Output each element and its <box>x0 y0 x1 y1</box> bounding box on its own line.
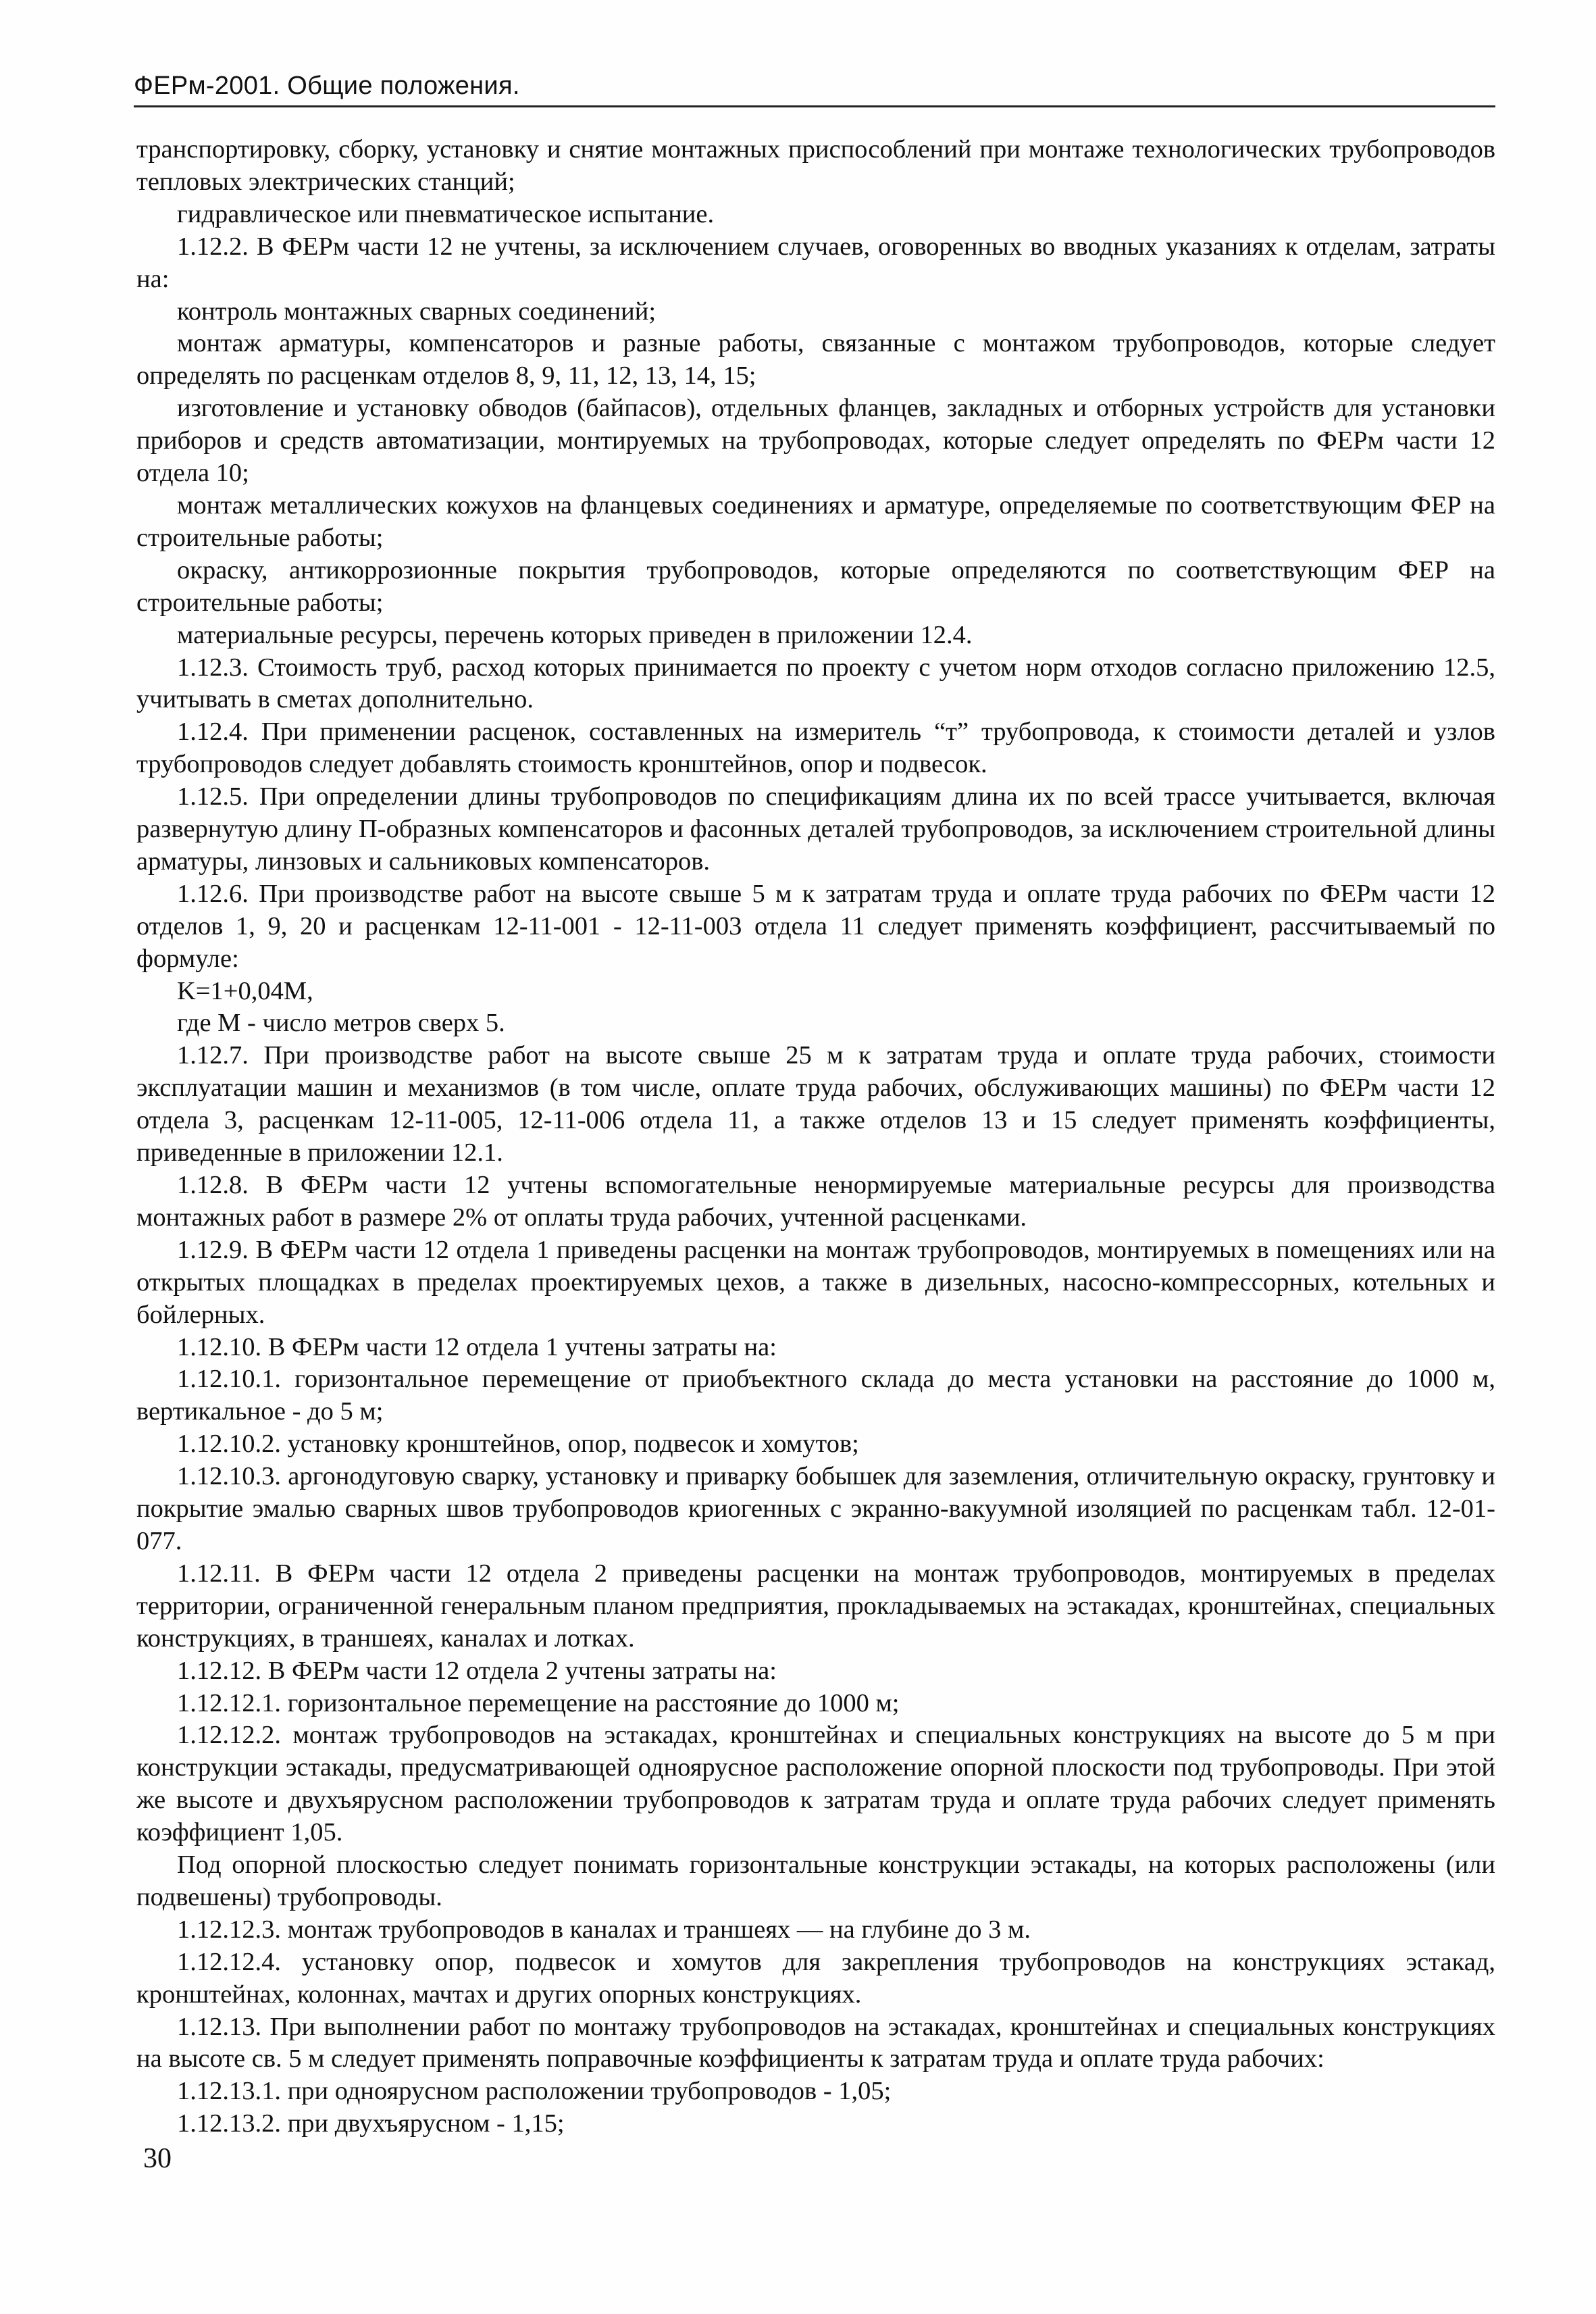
paragraph: гидравлическое или пневматическое испытание. <box>177 199 715 228</box>
body-text <box>136 134 1495 2140</box>
paragraph: 1.12.7. При производстве работ на высоте свыше 25 м к затратам труда и оплате труда рабочих, стоимости эксплуатации машин и механизмов (в том числе, оплате труда рабочих, обслуживающих машины) по ФЕРм части 12 отдела 3, расценкам 12-11-005, 12-11-006 отдела 11, а также отделов 13 и 15 следует применять коэффициенты, приведенные в приложении 12.1. <box>136 1041 1495 1167</box>
paragraph: окраску, антикоррозионные покрытия трубопроводов, которые определяются по соответствующим ФЕР на строительные работы; <box>136 555 1495 617</box>
paragraph: 1.12.5. При определении длины трубопроводов по спецификациям длина их по всей трассе учитывается, включая развернутую длину П-образных компенсаторов и фасонных деталей трубопроводов, за исключением строительной длины арматуры, линзовых и сальниковых компенсаторов. <box>136 782 1495 876</box>
paragraph: 1.12.12.4. установку опор, подвесок и хомутов для закрепления трубопроводов на конструкциях эстакад, кронштейнах, колоннах, мачтах и других опорных конструкциях. <box>136 1947 1495 2009</box>
running-header: ФЕРм-2001. Общие положения. <box>134 72 520 100</box>
paragraph: контроль монтажных сварных соединений; <box>177 297 657 326</box>
paragraph: 1.12.3. Стоимость труб, расход которых принимается по проекту с учетом норм отходов согласно приложению 12.5, учитывать в сметах дополнительно. <box>136 653 1495 714</box>
paragraph: 1.12.12.3. монтаж трубопроводов в каналах и траншеях — на глубине до 3 м. <box>177 1915 1031 1944</box>
paragraph: 1.12.10.1. горизонтальное перемещение от приобъектного склада до места установки на расстояние до 1000 м, вертикальное - до 5 м; <box>136 1365 1495 1426</box>
paragraph: Под опорной плоскостью следует понимать горизонтальные конструкции эстакады, на которых расположены (или подвешены) трубопроводы. <box>136 1851 1495 1911</box>
paragraph: 1.12.2. В ФЕРм части 12 не учтены, за исключением случаев, оговоренных во вводных указаниях к отделам, затраты на: <box>136 232 1495 293</box>
paragraph: 1.12.12.1. горизонтальное перемещение на расстояние до 1000 м; <box>177 1688 900 1717</box>
paragraph: 1.12.13.1. при одноярусном расположении трубопроводов - 1,05; <box>177 2077 892 2106</box>
paragraph: изготовление и установку обводов (байпасов), отдельных фланцев, закладных и отборных устройств для установки приборов и средств автоматизации, монтируемых на трубопроводах, которые следует определять по ФЕРм части 12 отдела 10; <box>136 394 1495 488</box>
paragraph: 1.12.10.2. установку кронштейнов, опор, подвесок и хомутов; <box>177 1430 859 1459</box>
paragraph: 1.12.13.2. при двухъярусном - 1,15; <box>177 2109 565 2138</box>
paragraph: 1.12.10.3. аргонодуговую сварку, установку и приварку бобышек для заземления, отличительную окраску, грунтовку и покрытие эмалью сварных швов трубопроводов криогенных с экранно-вакуумной изоляцией по расценкам табл. 12-01-077. <box>136 1462 1495 1555</box>
paragraph: где М - число метров сверх 5. <box>177 1009 505 1038</box>
paragraph: 1.12.12.2. монтаж трубопроводов на эстакадах, кронштейнах и специальных конструкциях на высоте до 5 м при конструкции эстакады, предусматривающей одноярусное расположение опорной плоскости под трубопроводы. При этой же высоте и двухъярусном расположении трубопроводов к затратам труда и оплате труда рабочих следует применять коэффициент 1,05. <box>136 1721 1495 1847</box>
paragraph: 1.12.8. В ФЕРм части 12 учтены вспомогательные ненормируемые материальные ресурсы для производства монтажных работ в размере 2% от оплаты труда рабочих, учтенной расценками. <box>136 1171 1495 1232</box>
page-number: 30 <box>143 2143 172 2174</box>
paragraph: 1.12.10. В ФЕРм части 12 отдела 1 учтены затраты на: <box>177 1332 777 1361</box>
paragraph: 1.12.6. При производстве работ на высоте свыше 5 м к затратам труда и оплате труда рабочих по ФЕРм части 12 отделов 1, 9, 20 и расценкам 12-11-001 - 12-11-003 отдела 11 следует применять коэффициент, рассчитываемый по формуле: <box>136 879 1495 973</box>
paragraph: 1.12.12. В ФЕРм части 12 отдела 2 учтены затраты на: <box>177 1656 777 1685</box>
paragraph: 1.12.4. При применении расценок, составленных на измеритель “т” трубопровода, к стоимости деталей и узлов трубопроводов следует добавлять стоимость кронштейнов, опор и подвесок. <box>136 718 1495 779</box>
header-rule <box>134 105 1495 107</box>
paragraph: монтаж металлических кожухов на фланцевых соединениях и арматуре, определяемые по соответствующим ФЕР на строительные работы; <box>136 491 1495 552</box>
paragraph: транспортировку, сборку, установку и снятие монтажных приспособлений при монтаже технологических трубопроводов тепловых электрических станций; <box>136 135 1495 196</box>
paragraph: материальные ресурсы, перечень которых приведен в приложении 12.4. <box>177 620 973 649</box>
formula: K=1+0,04M, <box>177 976 313 1005</box>
paragraph: 1.12.11. В ФЕРм части 12 отдела 2 приведены расценки на монтаж трубопроводов, монтируемых в пределах территории, ограниченной генеральным планом предприятия, прокладываемых на эстакадах, кронштейнах, специальных конструкциях, в траншеях, каналах и лотках. <box>136 1559 1495 1653</box>
paragraph: 1.12.13. При выполнении работ по монтажу трубопроводов на эстакадах, кронштейнах и специальных конструкциях на высоте св. 5 м следует применять поправочные коэффициенты к затратам труда и оплате труда рабочих: <box>136 2012 1495 2073</box>
paragraph: 1.12.9. В ФЕРм части 12 отдела 1 приведены расценки на монтаж трубопроводов, монтируемых в помещениях или на открытых площадках в пределах проектируемых цехов, а также в дизельных, насосно-компрессорных, котельных и бойлерных. <box>136 1235 1495 1329</box>
paragraph: монтаж арматуры, компенсаторов и разные работы, связанные с монтажом трубопроводов, которые следует определять по расценкам отделов 8, 9, 11, 12, 13, 14, 15; <box>136 329 1495 391</box>
